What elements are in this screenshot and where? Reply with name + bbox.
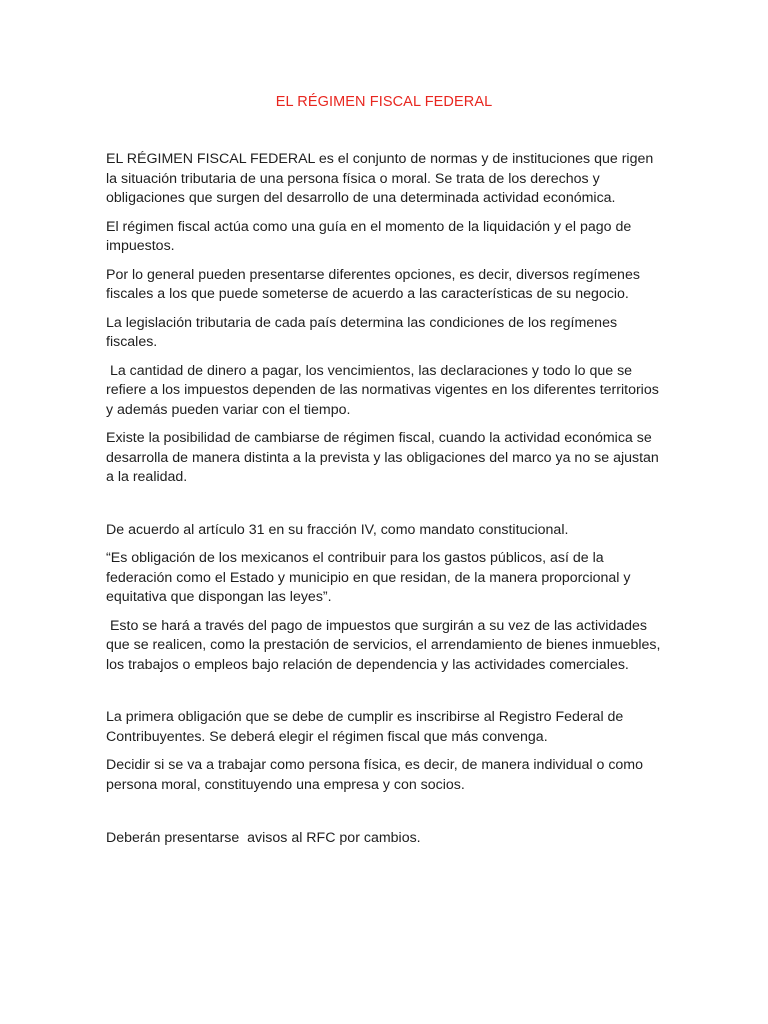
paragraph-constitutional-quote: “Es obligación de los mexicanos el contribuir para los gastos públicos, así de la federación como el Estado y municipio en que residan, de la manera proporcional y equitativa que dispongan las leyes”. xyxy=(106,550,635,605)
paragraph-guide: El régimen fiscal actúa como una guía en el momento de la liquidación y el pago de impuestos. xyxy=(106,218,636,254)
paragraph-amount: La cantidad de dinero a pagar, los vencimientos, las declaraciones y todo lo que se refiere a los impuestos dependen de las normativas vigentes en los diferentes territorios y además pueden variar con el tiempo. xyxy=(106,362,663,418)
paragraph-change-regime: Existe la posibilidad de cambiarse de régimen fiscal, cuando la actividad económica se desarrolla de manera distinta a la prevista y las obligaciones del marco ya no se ajustan a la realidad. xyxy=(106,430,663,485)
paragraph-options: Por lo general pueden presentarse diferentes opciones, es decir, diversos regímenes fiscales a los que puede someterse de acuerdo a las características de su negocio. xyxy=(106,266,644,302)
paragraph-first-obligation: La primera obligación que se debe de cumplir es inscribirse al Registro Federal de Contribuyentes. Se deberá elegir el régimen fiscal que más convenga. xyxy=(106,709,628,745)
paragraph-article-31: De acuerdo al artículo 31 en su fracción IV, como mandato constitucional. xyxy=(106,521,569,538)
paragraph-rfc-notices: Deberán presentarse avisos al RFC por cambios. xyxy=(106,830,421,846)
document-body xyxy=(106,150,666,858)
paragraph-tax-payment: Esto se hará a través del pago de impuestos que surgirán a su vez de las actividades que se realicen, como la prestación de servicios, el arrendamiento de bienes inmuebles, los trabajos o empleos bajo relación de dependencia y las actividades comerciales. xyxy=(106,617,665,673)
paragraph-decide-person: Decidir si se va a trabajar como persona física, es decir, de manera individual o como persona moral, constituyendo una empresa y con socios. xyxy=(106,757,647,793)
document-title: EL RÉGIMEN FISCAL FEDERAL xyxy=(275,94,493,110)
paragraph-definition: EL RÉGIMEN FISCAL FEDERAL es el conjunto de normas y de instituciones que rigen la situación tributaria de una persona física o moral. Se trata de los derechos y obligaciones que surgen del desarrollo de una determinada actividad económica. xyxy=(106,151,658,206)
paragraph-legislation: La legislación tributaria de cada país determina las condiciones de los regímenes fiscales. xyxy=(106,314,622,350)
